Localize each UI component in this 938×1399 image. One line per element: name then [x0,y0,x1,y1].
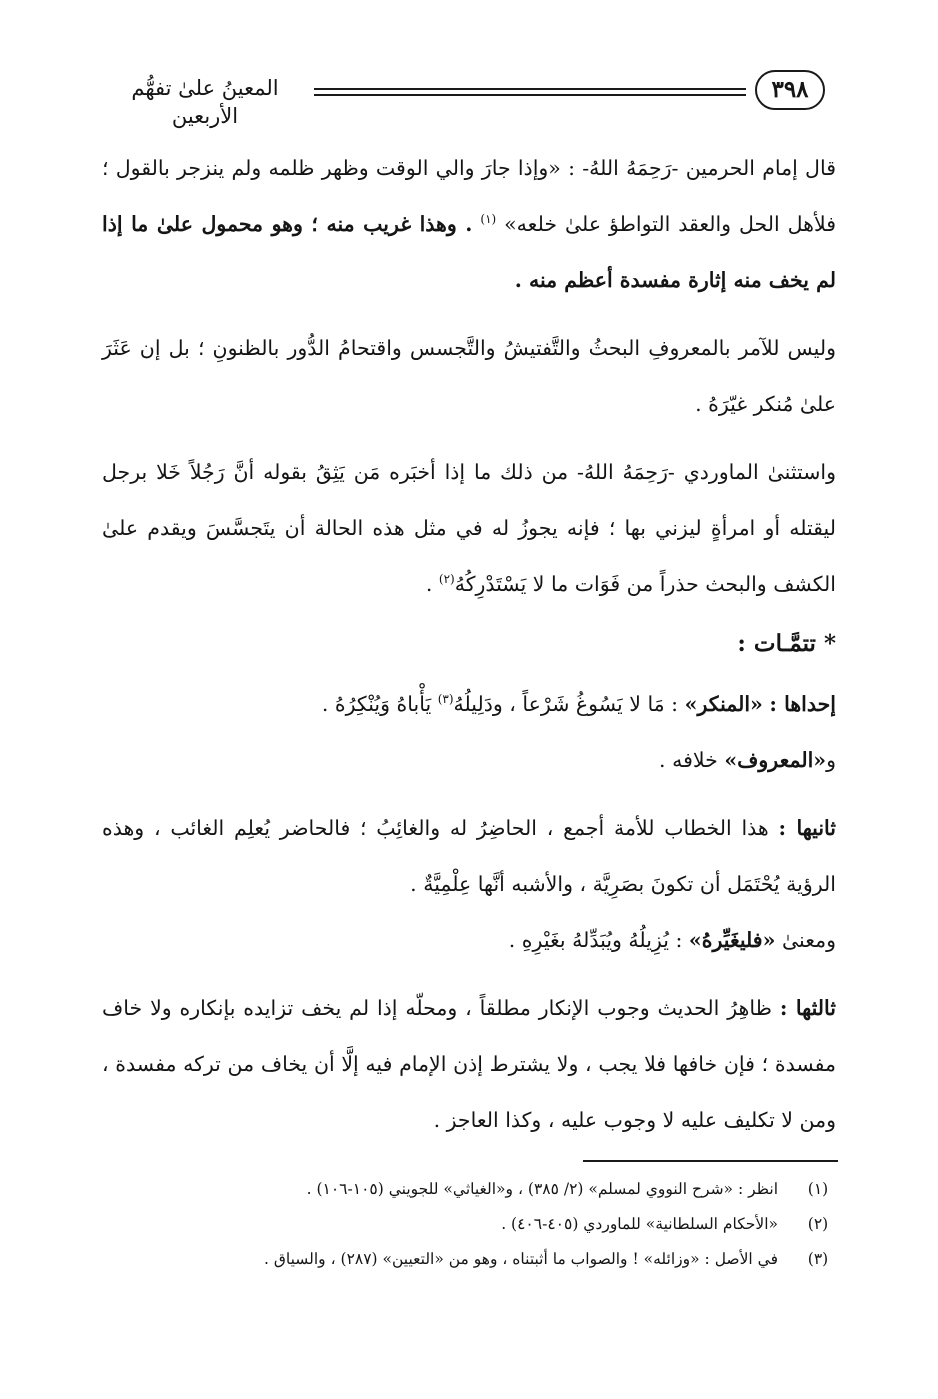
footnote-ref[interactable]: (٣) [437,692,454,707]
footnote-number: (١) [807,1180,829,1198]
page-number: ٣٩٨ [755,70,825,110]
header-rule [314,88,746,90]
paragraph-meaning [102,912,836,968]
running-header [100,60,845,128]
term: «المنكر» [684,692,763,716]
label: ثالثها : [779,996,836,1020]
label: ثانيها : [778,816,836,840]
footnote-number: (٢) [807,1215,829,1233]
footnote-ref[interactable]: (١) [480,212,497,227]
text: خلافه . [659,748,718,772]
footnote [100,1172,838,1207]
paragraph-mawardi [102,444,836,612]
footnote-rule [583,1160,838,1162]
footnote [100,1207,838,1242]
paragraph-first [102,676,836,732]
text: : يُزِيلُهُ ويُبَدِّلهُ بغَيْرِهِ . [508,928,683,952]
footnote-text: في الأصل : «وزائله» ! والصواب ما أثبتناه ، وهو من «التعيين» (٢٨٧) ، والسياق . [264,1250,778,1268]
tatimmat-heading [102,616,836,672]
section-heading: * تتمَّـات : [737,630,836,657]
text: يَأْباهُ وَيُنْكِرُهُ . [321,692,432,716]
text: هذا الخطاب للأمة أجمع ، الحاضِرُ له والغائِبُ ؛ فالحاضر يُعلِم الغائب ، وهذه الرؤية يُحْتَمَل أن تكونَ بصَرِيَّة ، والأشبه أنَّها عِلْمِيَّةٌ . [102,816,836,896]
main-text [102,140,836,1148]
footnote-text: انظر : «شرح النووي لمسلم» (٢/ ٣٨٥) ، و«الغياثي» للجويني (١٠٥-١٠٦) . [306,1180,778,1198]
header-rule [314,94,746,96]
text: . [425,572,433,596]
term: «فليغَيِّرهُ» [688,928,776,952]
text: . وهذا غريب منه ؛ وهو محمول علىٰ ما إذا لم يخف منه إثارة مفسدة أعظم منه . [102,212,836,292]
footnote [100,1242,838,1277]
paragraph-second [102,800,836,912]
text: ظاهِرُ الحديث وجوب الإنكار مطلقاً ، ومحلّه إذا لم يخف تزايده بإنكاره ولا خاف مفسدة ؛ فإن خافها فلا يجب ، ولا يشترط إذن الإمام فيه إلَّا أن يخاف من تركه مفسدة ، ومن لا تكليف عليه لا وجوب عليه ، وكذا العاجز . [102,996,836,1132]
paragraph-third [102,980,836,1148]
footnote-ref[interactable]: (٢) [438,572,455,587]
text: : مَا لا يَسُوغُ شَرْعاً ، ودَلِيلُهُ [453,692,679,716]
term: «المعروف» [724,748,827,772]
book-title: المعينُ علىٰ تفهُّم الأربعين [131,76,279,128]
paragraph-imam-haramain [102,140,836,308]
text: و [826,748,836,772]
footnote-number: (٣) [807,1250,829,1268]
paragraph-no-spying [102,320,836,432]
label: إحداها : [769,692,836,716]
paragraph-maruf [102,732,836,788]
text: قال إمام الحرمين -رَحِمَهُ اللهُ- : «وإذا جارَ والي الوقت وظهر ظلمه ولم ينزجر بالقول ؛ فلأهل الحل والعقد التواطؤ علىٰ خلعه» [102,156,836,236]
footnotes [100,1172,838,1277]
text: ومعنىٰ [781,928,836,952]
footnote-text: «الأحكام السلطانية» للماوردي (٤٠٥-٤٠٦) . [501,1215,778,1233]
text: واستثنىٰ الماوردي -رَحِمَهُ اللهُ- من ذلك ما إذا أخبَره مَن يَثِقُ بقوله أنَّ رَجُلاً خَلا برجل ليقتله أو امرأةٍ ليزني بها ؛ فإنه يجوزُ له في مثل هذه الحالة أن يتَجسَّسَ ويقدم علىٰ الكشف والبحث حذراً من فَوَات ما لا يَسْتَدْرِكُهُ [102,460,836,596]
text: وليس للآمر بالمعروفِ البحثُ والتَّفتيشُ والتَّجسس واقتحامُ الدُّور بالظنونِ ؛ بل إن عَثَرَ علىٰ مُنكر غيّرَهُ . [102,336,836,416]
